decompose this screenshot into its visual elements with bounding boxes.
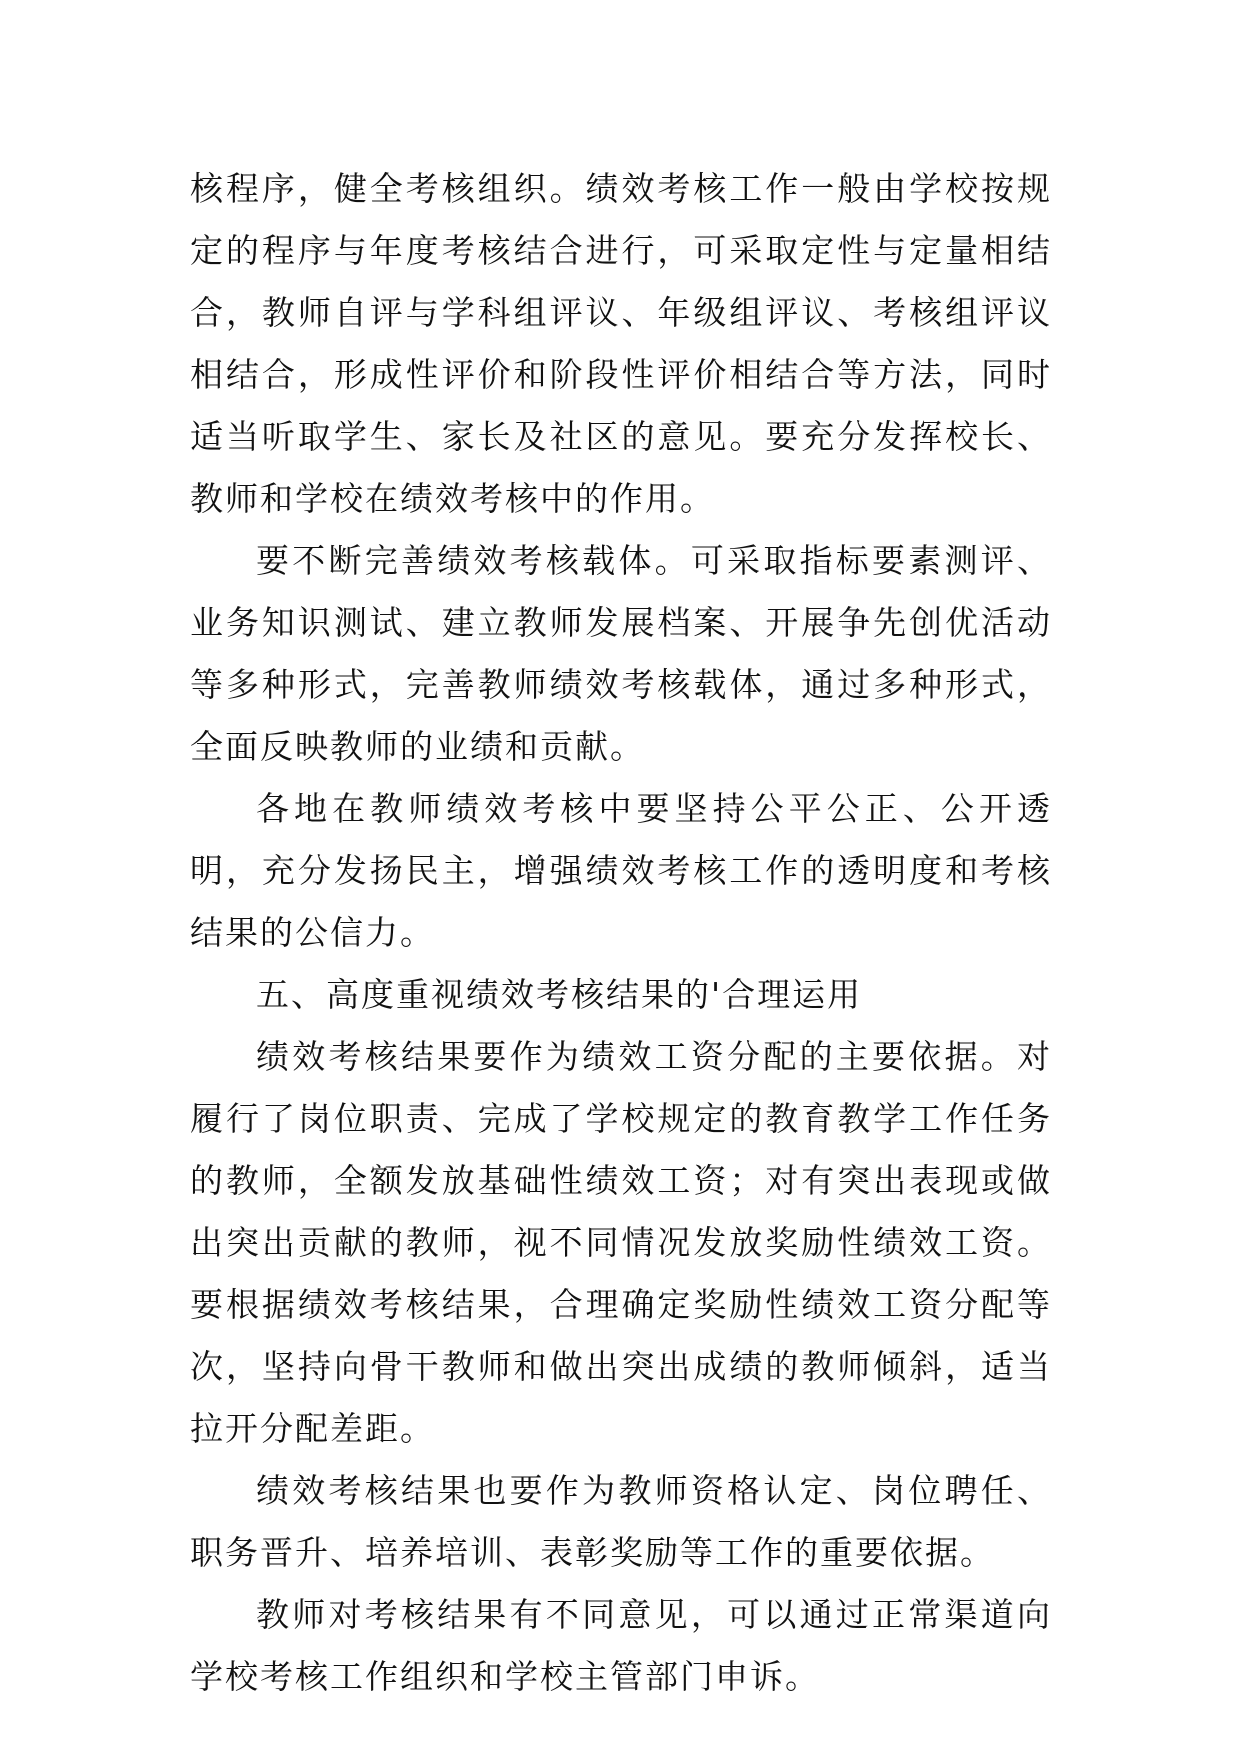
paragraph-other-uses: 绩效考核结果也要作为教师资格认定、岗位聘任、职务晋升、培养培训、表彰奖励等工作的重要依据。 <box>190 1471 1052 1572</box>
paragraph-salary-basis: 绩效考核结果要作为绩效工资分配的主要依据。对履行了岗位职责、完成了学校规定的教育教学工作任务的教师，全额发放基础性绩效工资；对有突出表现或做出突出贡献的教师，视不同情况发放奖励性绩效工资。要根据绩效考核结果，合理确定奖励性绩效工资分配等次，坚持向骨干教师和做出突出成绩的教师倾斜，适当拉开分配差距。 <box>190 1037 1052 1448</box>
paragraph-assessment-carrier: 要不断完善绩效考核载体。可采取指标要素测评、业务知识测试、建立教师发展档案、开展争先创优活动等多种形式，完善教师绩效考核载体，通过多种形式，全面反映教师的业绩和贡献。 <box>190 541 1052 766</box>
paragraph-fairness-transparency: 各地在教师绩效考核中要坚持公平公正、公开透明，充分发扬民主，增强绩效考核工作的透明度和考核结果的公信力。 <box>190 789 1052 952</box>
paragraph-assessment-procedure: 核程序，健全考核组织。绩效考核工作一般由学校按规定的程序与年度考核结合进行，可采取定性与定量相结合，教师自评与学科组评议、年级组评议、考核组评议相结合，形成性评价和阶段性评价相结合等方法，同时适当听取学生、家长及社区的意见。要充分发挥校长、教师和学校在绩效考核中的作用。 <box>190 169 1052 518</box>
section-heading-five: 五、高度重视绩效考核结果的'合理运用 <box>256 975 863 1014</box>
paragraph-appeal: 教师对考核结果有不同意见，可以通过正常渠道向学校考核工作组织和学校主管部门申诉。 <box>190 1595 1052 1696</box>
document-body <box>190 158 1052 1708</box>
